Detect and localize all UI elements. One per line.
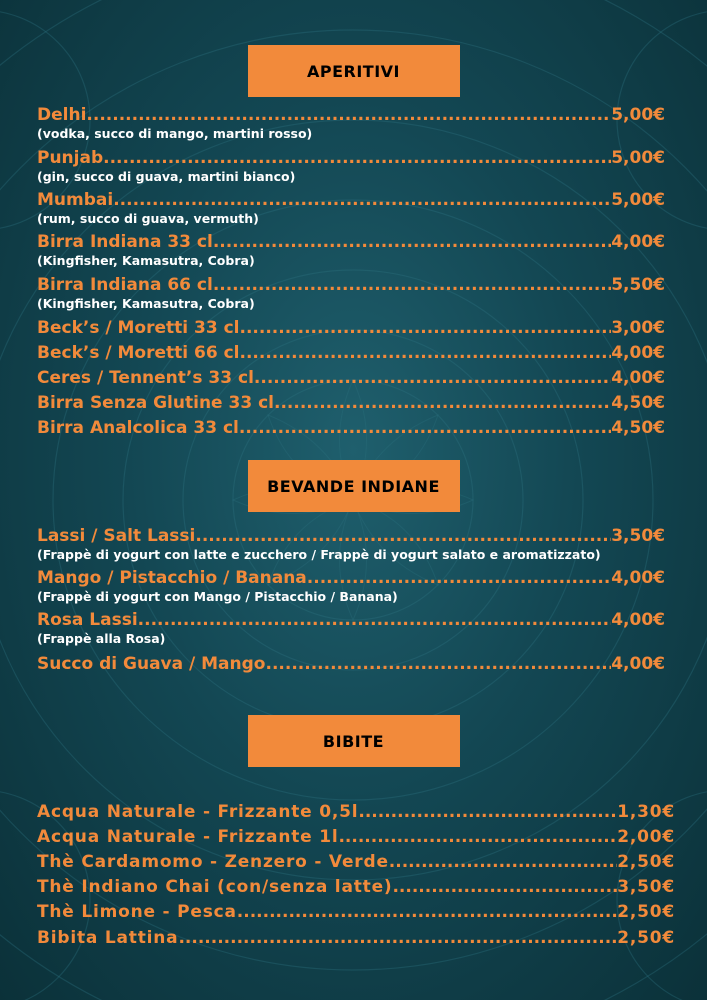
menu-item — [37, 653, 665, 675]
menu-item — [37, 147, 665, 185]
menu-item-row — [37, 876, 675, 898]
item-name: Succo di Guava / Mango — [37, 654, 266, 674]
menu-item — [37, 417, 665, 439]
dot-leader — [307, 567, 611, 589]
item-name: Delhi — [37, 105, 87, 125]
dot-leader — [338, 826, 617, 848]
menu-item — [37, 901, 675, 923]
dot-leader — [237, 901, 617, 923]
dot-leader — [195, 525, 611, 547]
menu-item — [37, 801, 675, 823]
item-name: Punjab — [37, 148, 104, 168]
item-price: 4,50€ — [611, 393, 665, 413]
item-price: 1,30€ — [617, 802, 675, 822]
item-description: (Kingfisher, Kamasutra, Cobra) — [37, 253, 255, 268]
dot-leader — [239, 417, 611, 439]
menu-item-row — [37, 851, 675, 873]
dot-leader — [239, 342, 611, 364]
dot-leader — [213, 231, 611, 253]
item-price: 5,00€ — [611, 190, 665, 210]
item-price: 4,00€ — [611, 343, 665, 363]
menu-item — [37, 189, 665, 227]
dot-leader — [358, 801, 617, 823]
menu-item-row — [37, 927, 675, 949]
menu-item — [37, 927, 675, 949]
menu-item — [37, 367, 665, 389]
menu-item — [37, 609, 665, 647]
item-price: 3,00€ — [611, 318, 665, 338]
item-name: Rosa Lassi — [37, 610, 138, 630]
menu-item — [37, 826, 675, 848]
item-price: 5,50€ — [611, 275, 665, 295]
menu-item — [37, 231, 665, 269]
menu-item-row — [37, 231, 665, 253]
dot-leader — [265, 653, 611, 675]
menu-item-row — [37, 317, 665, 339]
dot-leader — [138, 609, 612, 631]
menu-item-row — [37, 826, 675, 848]
item-description: (gin, succo di guava, martini bianco) — [37, 169, 296, 184]
dot-leader — [178, 927, 617, 949]
menu-item-row — [37, 901, 675, 923]
item-name: Thè Cardamomo - Zenzero - Verde — [37, 852, 389, 872]
dot-leader — [254, 367, 611, 389]
item-name: Acqua Naturale - Frizzante 1l — [37, 827, 339, 847]
dot-leader — [392, 876, 617, 898]
item-description: (rum, succo di guava, vermuth) — [37, 211, 259, 226]
item-name: Mumbai — [37, 190, 114, 210]
dot-leader — [113, 189, 611, 211]
item-price: 3,50€ — [617, 877, 675, 897]
item-name: Birra Indiana 33 cl — [37, 232, 213, 252]
item-name: Bibita Lattina — [37, 928, 179, 948]
menu-item — [37, 104, 665, 142]
section-header: BEVANDE INDIANE — [248, 460, 460, 512]
item-name: Beck’s / Moretti 33 cl — [37, 318, 240, 338]
section-header: APERITIVI — [248, 45, 460, 97]
item-price: 4,50€ — [611, 418, 665, 438]
menu-item-row — [37, 342, 665, 364]
menu-item-row — [37, 189, 665, 211]
menu-item — [37, 525, 665, 563]
menu-item-row — [37, 609, 665, 631]
menu-item — [37, 567, 665, 605]
dot-leader — [213, 274, 611, 296]
item-price: 2,50€ — [617, 902, 675, 922]
dot-leader — [103, 147, 611, 169]
menu-item-row — [37, 567, 665, 589]
item-description: (Kingfisher, Kamasutra, Cobra) — [37, 296, 255, 311]
dot-leader — [239, 317, 611, 339]
item-price: 4,00€ — [611, 568, 665, 588]
menu-item-row — [37, 274, 665, 296]
item-name: Acqua Naturale - Frizzante 0,5l — [37, 802, 359, 822]
item-name: Thè Limone - Pesca — [37, 902, 237, 922]
menu-item-row — [37, 392, 665, 414]
item-description: (Frappè di yogurt con latte e zucchero / Frappè di yogurt salato e aromatizzato) — [37, 547, 601, 562]
menu-item-row — [37, 525, 665, 547]
menu-item — [37, 851, 675, 873]
item-description: (Frappè alla Rosa) — [37, 631, 166, 646]
menu-item-row — [37, 367, 665, 389]
item-name: Mango / Pistacchio / Banana — [37, 568, 307, 588]
item-price: 2,50€ — [617, 928, 675, 948]
dot-leader — [86, 104, 611, 126]
item-description: (vodka, succo di mango, martini rosso) — [37, 126, 313, 141]
item-price: 5,00€ — [611, 105, 665, 125]
item-name: Birra Senza Glutine 33 cl — [37, 393, 274, 413]
item-price: 3,50€ — [611, 526, 665, 546]
menu-item — [37, 274, 665, 312]
menu-item-row — [37, 801, 675, 823]
item-price: 2,50€ — [617, 852, 675, 872]
item-price: 5,00€ — [611, 148, 665, 168]
menu-item — [37, 342, 665, 364]
item-name: Birra Indiana 66 cl — [37, 275, 213, 295]
item-price: 4,00€ — [611, 610, 665, 630]
item-description: (Frappè di yogurt con Mango / Pistacchio / Banana) — [37, 589, 398, 604]
menu-item-row — [37, 653, 665, 675]
menu-item — [37, 317, 665, 339]
item-name: Ceres / Tennent’s 33 cl — [37, 368, 254, 388]
item-name: Birra Analcolica 33 cl — [37, 418, 239, 438]
item-name: Beck’s / Moretti 66 cl — [37, 343, 240, 363]
section-header: BIBITE — [248, 715, 460, 767]
item-price: 4,00€ — [611, 368, 665, 388]
item-name: Thè Indiano Chai (con/senza latte) — [37, 877, 393, 897]
menu-item-row — [37, 417, 665, 439]
dot-leader — [274, 392, 611, 414]
item-price: 2,00€ — [617, 827, 675, 847]
item-price: 4,00€ — [611, 232, 665, 252]
menu-item — [37, 392, 665, 414]
menu-item-row — [37, 104, 665, 126]
menu-item-row — [37, 147, 665, 169]
item-price: 4,00€ — [611, 654, 665, 674]
item-name: Lassi / Salt Lassi — [37, 526, 196, 546]
menu-item — [37, 876, 675, 898]
dot-leader — [389, 851, 617, 873]
